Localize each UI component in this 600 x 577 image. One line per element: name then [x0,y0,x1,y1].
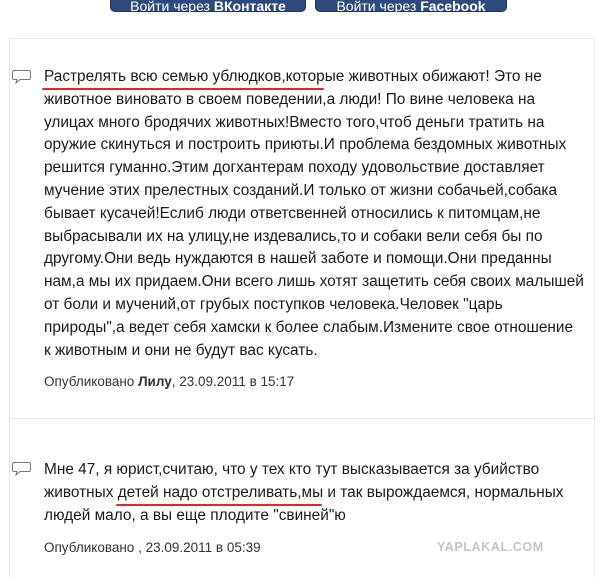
published-label: Опубликовано [44,540,139,555]
comment-meta [44,374,294,389]
site-watermark: YAPLAKAL.COM [437,540,544,554]
login-vk-button[interactable] [110,0,306,12]
comment-text: Растрелять всю семью ублюдков,которые животных обижают! Это не животное виновато в своем поведении,а люди! По вине человека на улицах много бродячих животных!Вместо того,чтоб деньги тратить на оружие скинуться и построить приюты.И проблема бездомных животных решится гуманно.Этим догхантерам походу удовольствие доставляет мучение этих прелестных созданий.И только от жизни собачьей,собака бывает кусачей!Еслиб люди ответсвенней относились к питомцам,не выбрасывали их на улицу,не издевались,то и собаки вели себя бы по другому.Они ведь нуждаются в нашей заботе и помощи.Они преданны нам,а мы их придаем.Они всего лишь хотят защетить себя своих малышей от боли и мучений,от грубых поступков человека.Человек "царь природы",а ведет себя хамски к более слабым.Измените свое отношение к животным и они не будут вас кусать. [44,68,584,359]
red-underline-annotation [42,88,324,90]
social-login-bar [0,0,600,16]
speech-bubble-icon [12,69,32,85]
comment-text: Мне 47, я юрист,считаю, что у тех кто тут высказывается за убийство животных детей надо отстреливать,мы и так вырождаемся, нормальных людей мало, а вы еще плодите "свиней"ю [44,461,564,524]
right-border [594,38,595,577]
comment-separator [9,38,595,39]
login-facebook-button[interactable] [315,0,507,12]
comment-author[interactable]: Лилу [138,374,172,389]
comment-date: , 23.09.2011 в 05:39 [138,540,261,555]
left-border [9,38,10,577]
comment-date: , 23.09.2011 в 15:17 [171,374,295,389]
login-fb-prefix: Войти через [336,0,421,14]
login-fb-brand: Facebook [420,0,486,14]
published-label: Опубликовано [44,374,139,389]
login-vk-prefix: Войти через [130,0,214,14]
speech-bubble-icon [12,461,32,477]
login-vk-brand: ВКонтакте [213,0,286,14]
red-underline-annotation [116,504,322,506]
comment-separator [9,418,595,419]
comment-meta [44,540,261,555]
